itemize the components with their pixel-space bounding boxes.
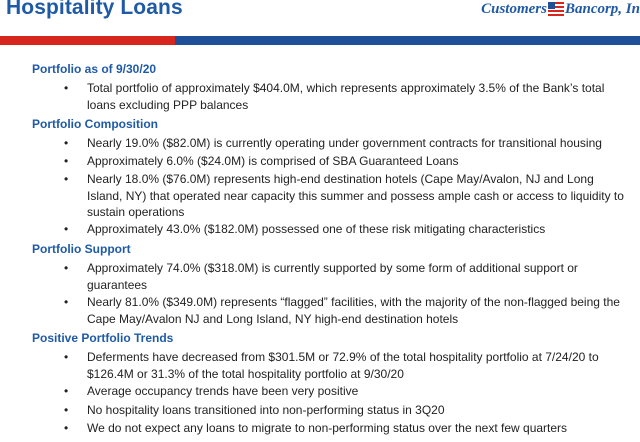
bullet-text: Approximately 6.0% ($24.0M) is comprised of SBA Guaranteed Loans <box>87 154 459 168</box>
bullet-dot: • <box>64 421 69 435</box>
bullet-dot: • <box>64 350 69 364</box>
bullet-text: Deferments have decreased from $301.5M or 72.9% of the total hospitality portfolio at 7/24/20 to $126.4M or 31.3% of the total hospitality portfolio at 9/30/20 <box>87 350 599 381</box>
bullet-text: Total portfolio of approximately $404.0M, which represents approximately 3.5% of the Bank’s total loans excluding PPP balances <box>87 81 605 112</box>
section-title-positive-trends: Positive Portfolio Trends <box>32 331 174 345</box>
logo-text-right: Bancorp, In <box>564 0 640 17</box>
logo-text-left: Customers <box>481 0 547 17</box>
bullet-text: Approximately 43.0% ($182.0M) possessed one of these risk mitigating characteristics <box>87 222 546 236</box>
section-title-portfolio-composition: Portfolio Composition <box>32 117 158 131</box>
bullet-text: Nearly 19.0% ($82.0M) is currently operating under government contracts for transitional housing <box>87 136 602 150</box>
bullet-dot: • <box>64 222 69 236</box>
section-title-portfolio-as-of: Portfolio as of 9/30/20 <box>32 62 157 76</box>
header-bar-blue <box>175 36 640 45</box>
bullet-text: We do not expect any loans to migrate to non-performing status over the next few quarters <box>87 421 568 435</box>
header-bar-red <box>0 36 175 45</box>
bullet-dot: • <box>64 384 69 398</box>
bullet-dot: • <box>64 81 69 95</box>
bullet-dot: • <box>64 261 69 275</box>
bullet-text: No hospitality loans transitioned into non-performing status in 3Q20 <box>87 403 445 417</box>
bullet-text: Approximately 74.0% ($318.0M) is currently supported by some form of additional support or guarantees <box>87 261 578 292</box>
bullet-dot: • <box>64 172 69 186</box>
bullet-dot: • <box>64 295 69 309</box>
flag-icon <box>548 2 564 16</box>
bullet-text: Average occupancy trends have been very positive <box>87 384 359 398</box>
bullet-text: Nearly 18.0% ($76.0M) represents high-end destination hotels (Cape May/Avalon, NJ and Long Island, NY) that operated near capacity this summer and possess ample cash or access to liquidity to sustain operations <box>87 172 624 219</box>
bullet-dot: • <box>64 136 69 150</box>
bullet-dot: • <box>64 403 69 417</box>
company-logo <box>481 0 640 21</box>
page-title: Hospitality Loans <box>6 0 183 19</box>
section-title-portfolio-support: Portfolio Support <box>32 242 131 256</box>
bullet-dot: • <box>64 154 69 168</box>
bullet-text: Nearly 81.0% ($349.0M) represents “flagged” facilities, with the majority of the non-flagged being the Cape May/Avalon NJ and Long Island, NY high-end destination hotels <box>87 295 620 326</box>
